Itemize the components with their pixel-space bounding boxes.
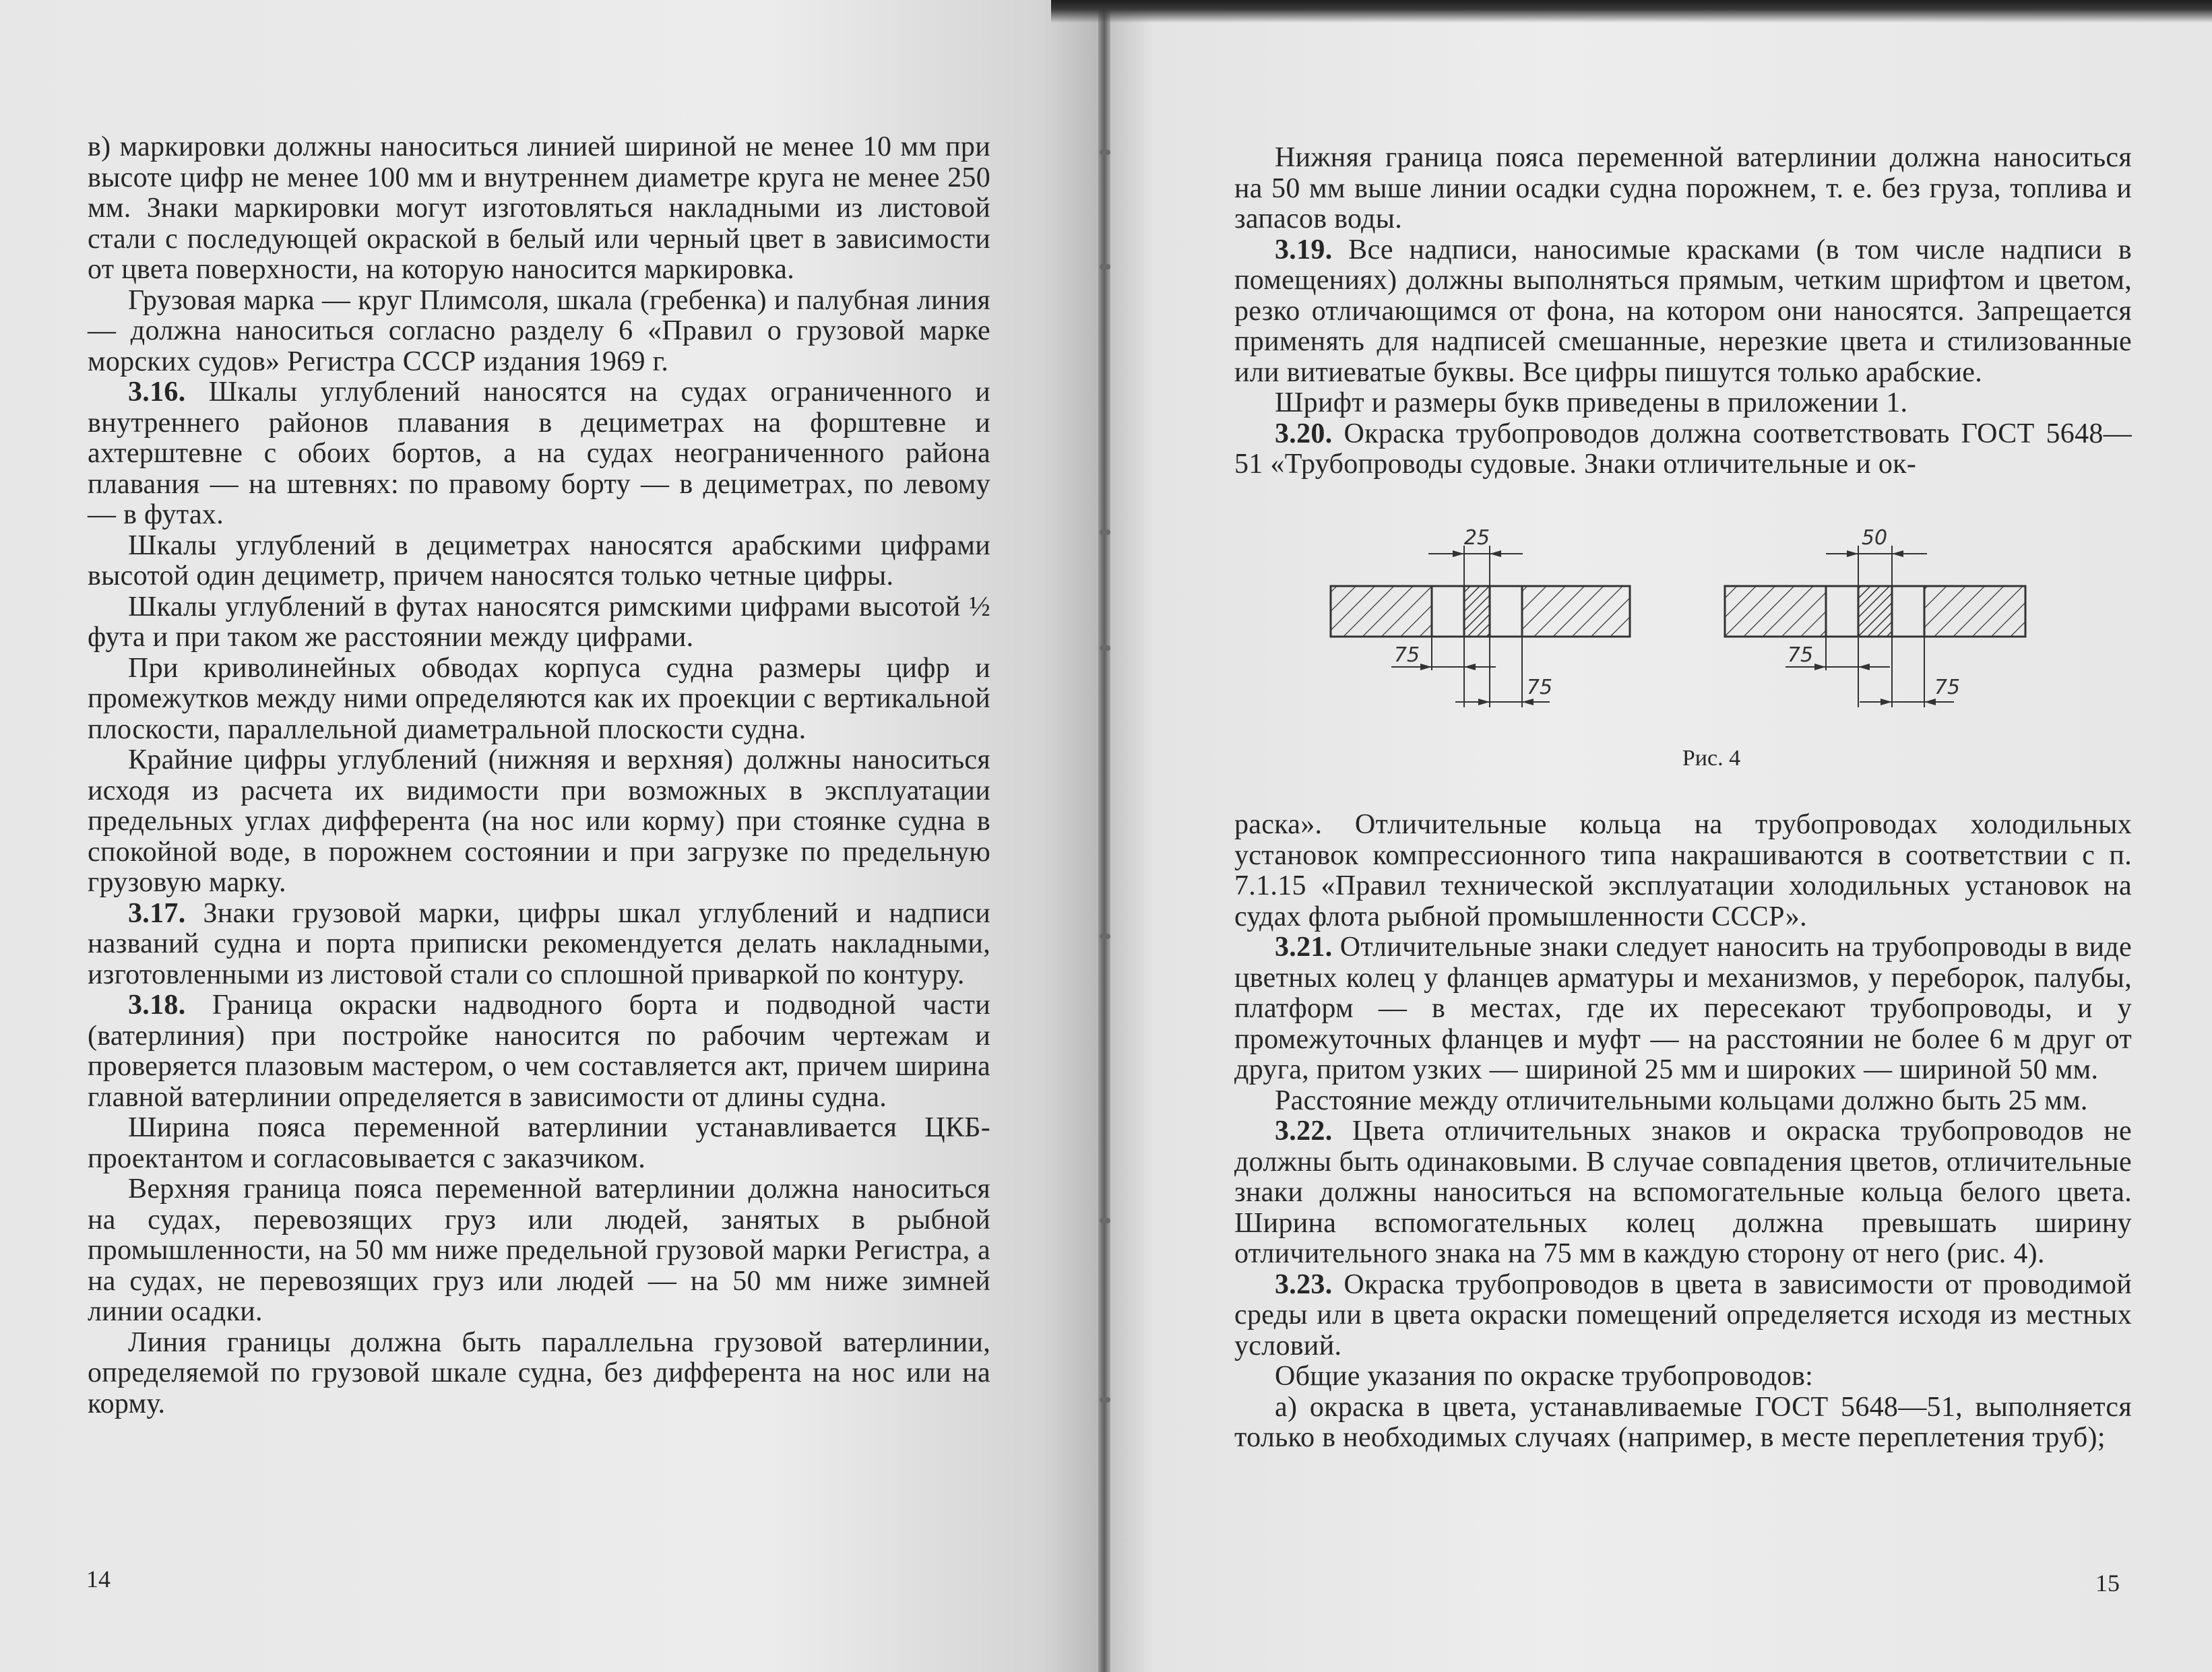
paragraph-text: раска». Отличительные кольца на трубопроводах холодильных установок компрессионного типа накрашиваются в соответствии с п. 7.1.15 «Правил технической эксплуатации холодильных установок на судах флота рыбной промышленности СССР». <box>1234 809 2132 932</box>
paragraph <box>1234 419 2132 480</box>
section-number: 3.20. <box>1275 418 1333 449</box>
paragraph-text: Ширина пояса переменной ватерлинии устанавливается ЦКБ-проектантом и согласовывается с заказчиком. <box>88 1112 990 1174</box>
page-number: 14 <box>86 1566 110 1593</box>
paragraph <box>1234 1361 2132 1392</box>
book-gutter <box>1098 0 1110 1672</box>
paragraph <box>1234 932 2132 1086</box>
dim-label: 75 <box>1934 676 1961 699</box>
dim-label: 75 <box>1787 643 1814 667</box>
right-page-text-top <box>1234 143 2132 480</box>
paragraph <box>88 132 990 286</box>
paragraph <box>88 1328 990 1420</box>
section-number: 3.19. <box>1275 234 1333 265</box>
paragraph <box>1234 1392 2132 1454</box>
right-page-text-bottom <box>1234 810 2132 1454</box>
pipe-narrow-ring <box>1331 526 1630 707</box>
binding-stitch <box>1100 1218 1110 1223</box>
pipe-ring-diagram <box>1321 525 2116 734</box>
paragraph-text: Нижняя граница пояса переменной ватерлинии должна наноситься на 50 мм выше линии осадки судна порожнем, т. е. без груза, топлива и запасов воды. <box>1234 142 2132 234</box>
paragraph <box>88 286 990 378</box>
paragraph-text: Окраска трубопроводов в цвета в зависимости от проводимой среды или в цвета окраски помещений определяется исходя из местных условий. <box>1234 1268 2132 1361</box>
paragraph-text: Верхняя граница пояса переменной ватерлинии должна наноситься на судах, перевозящих груз или людей, занятых в рыбной промышленности, на 50 мм ниже предельной грузовой марки Регистра, а на судах, не перевозящих груз или людей — на 50 мм ниже зимней линии осадки. <box>88 1173 990 1327</box>
binding-stitch <box>1100 264 1110 269</box>
paragraph-text: Знаки грузовой марки, цифры шкал углублений и надписи названий судна и порта приписки рекомендуется делать накладными, изготовленными из листовой стали со сплошной приваркой по контуру. <box>88 897 990 990</box>
paragraph-text: Шрифт и размеры букв приведены в приложении 1. <box>1275 387 1908 418</box>
figure-caption: Рис. 4 <box>1682 746 1741 771</box>
paragraph <box>1234 388 2132 419</box>
paragraph <box>88 1113 990 1174</box>
dim-label: 25 <box>1463 526 1490 550</box>
paragraph <box>88 990 990 1113</box>
section-number: 3.22. <box>1275 1116 1333 1147</box>
paragraph <box>1234 1116 2132 1270</box>
dim-label: 75 <box>1393 643 1420 667</box>
figure-pipe-rings <box>1321 525 2116 734</box>
pipe-wide-ring <box>1725 526 2025 707</box>
binding-stitch <box>1100 150 1110 155</box>
paragraph <box>1234 1086 2132 1117</box>
paragraph <box>88 592 990 653</box>
section-number: 3.21. <box>1275 932 1333 963</box>
paragraph-text: Цвета отличительных знаков и окраска трубопроводов не должны быть одинаковыми. В случае совпадения цветов, отличительные знаки должны наноситься на вспомогательные кольца белого цвета. Ширина вспомогательных колец должна превышать ширину отличительного знака на 75 мм в каждую сторону от него (рис. 4). <box>1234 1116 2132 1269</box>
section-number: 3.18. <box>128 990 186 1021</box>
paragraph-text: в) маркировки должны наноситься линией шириной не менее 10 мм при высоте цифр не менее 100 мм и внутреннем диаметре круга не менее 250 мм. Знаки маркировки могут изготовляться накладными из листовой стали с последующей окраской в белый или черный цвет в зависимости от цвета поверхности, на которую наносится маркировка. <box>88 131 990 285</box>
paragraph-text: При криволинейных обводах корпуса судна размеры цифр и промежутков между ними определяются как их проекции с вертикальной плоскости, параллельной диаметральной плоскости судна. <box>88 652 990 745</box>
paragraph-text: а) окраска в цвета, устанавливаемые ГОСТ 5648—51, выполняется только в необходимых случаях (например, в месте переплетения труб); <box>1234 1391 2132 1453</box>
left-page-text <box>88 132 990 1419</box>
page-edge-shadow <box>1051 0 2212 23</box>
section-number: 3.17. <box>128 897 186 929</box>
paragraph-text: Шкалы углублений наносятся на судах ограниченного и внутреннего районов плавания в дециметрах на форштевне и ахтерштевне с обоих бортов, а на судах неограниченного района плавания — на штевнях: по правому борту — в дециметрах, по левому — в футах. <box>88 377 990 530</box>
paragraph-text: Все надписи, наносимые красками (в том числе надписи в помещениях) должны выполняться прямым, четким шрифтом и цветом, резко отличающимся от фона, на котором они наносятся. Запрещается применять для надписей смешанные, нерезкие цвета и стилизованные или витиеватые буквы. Все цифры пишутся только арабские. <box>1234 234 2132 388</box>
paragraph-text: Шкалы углублений в футах наносятся римскими цифрами высотой ½ фута и при таком же расстоянии между цифрами. <box>88 591 990 653</box>
paragraph-text: Грузовая марка — круг Плимсоля, шкала (гребенка) и палубная линия — должна наноситься согласно разделу 6 «Правил о грузовой марке морских судов» Регистра СССР издания 1969 г. <box>88 284 990 377</box>
paragraph-text: Линия границы должна быть параллельна грузовой ватерлинии, определяемой по грузовой шкале судна, без дифферента на нос или на корму. <box>88 1326 990 1419</box>
paragraph-text: Крайние цифры углублений (нижняя и верхняя) должны наноситься исходя из расчета их видимости при возможных в эксплуатации предельных углах дифферента (на нос или корму) при стоянке судна в спокойной воде, в порожнем состоянии и при загрузке по предельную грузовую марку. <box>88 744 990 898</box>
section-number: 3.16. <box>128 377 186 408</box>
paragraph-text: Шкалы углублений в дециметрах наносятся арабскими цифрами высотой один дециметр, причем наносятся только четные цифры. <box>88 529 990 591</box>
paragraph-text: Расстояние между отличительными кольцами должно быть 25 мм. <box>1275 1085 2088 1116</box>
dim-label: 75 <box>1526 676 1553 699</box>
paragraph <box>88 531 990 592</box>
paragraph-text: Окраска трубопроводов должна соответствовать ГОСТ 5648—51 «Трубопроводы судовые. Знаки отличительные и ок- <box>1234 418 2132 480</box>
paragraph <box>1234 235 2132 389</box>
binding-stitch <box>1100 1397 1110 1403</box>
paragraph <box>88 1174 990 1328</box>
paragraph <box>1234 1270 2132 1362</box>
paragraph <box>1234 810 2132 932</box>
paragraph-text: Отличительные знаки следует наносить на трубопроводы в виде цветных колец у фланцев арматуры и механизмов, у переборок, палубы, платформ — в местах, где их пересекают трубопроводы, и у промежуточных фланцев и муфт — на расстоянии не более 6 м друг от друга, притом узких — шириной 25 мм и широких — шириной 50 мм. <box>1234 932 2132 1085</box>
section-number: 3.23. <box>1275 1268 1333 1300</box>
paragraph <box>1234 143 2132 235</box>
binding-stitch <box>1100 645 1110 651</box>
paragraph <box>88 653 990 746</box>
binding-stitch <box>1100 529 1110 535</box>
dim-label: 50 <box>1861 526 1888 550</box>
paragraph <box>88 377 990 531</box>
paragraph <box>88 745 990 899</box>
paragraph-text: Общие указания по окраске трубопроводов: <box>1275 1361 1814 1392</box>
paragraph-text: Граница окраски надводного борта и подводной части (ватерлиния) при постройке наносится по рабочим чертежам и проверяется плазовым мастером, о чем составляется акт, причем ширина главной ватерлинии определяется в зависимости от длины судна. <box>88 990 990 1113</box>
binding-stitch <box>1100 934 1110 939</box>
paragraph <box>88 899 990 991</box>
page-number: 15 <box>2095 1570 2120 1597</box>
